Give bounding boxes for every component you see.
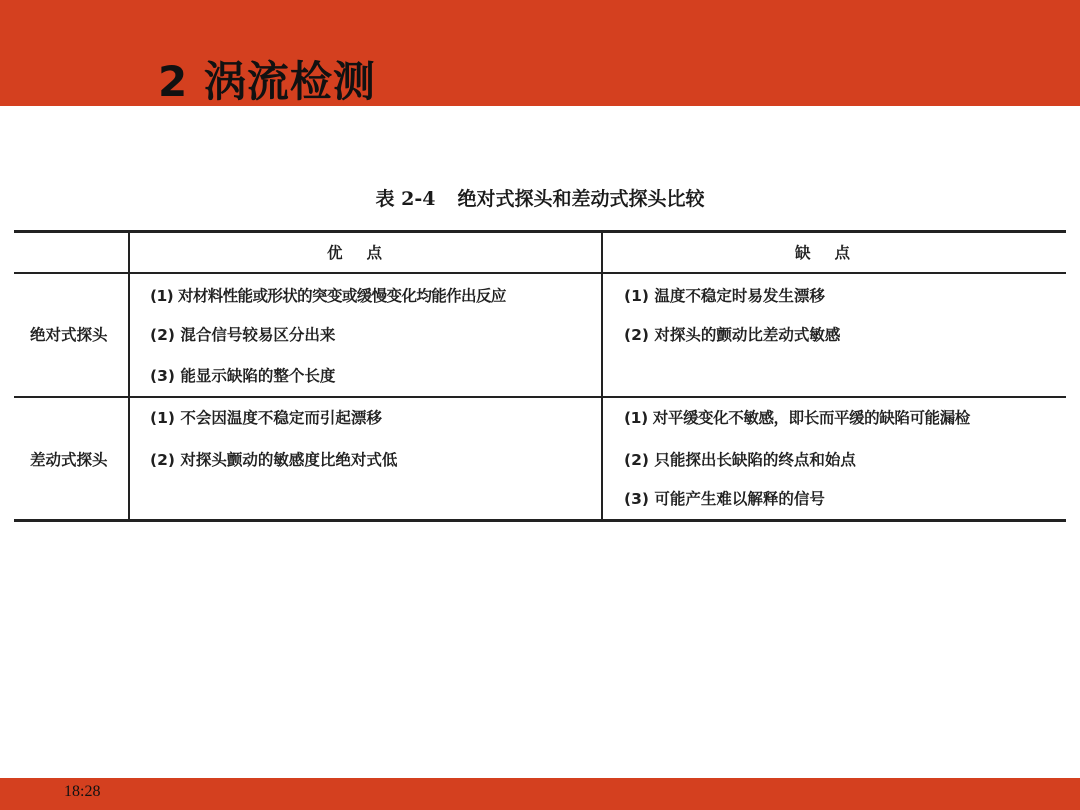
- table-col-divider-1: [128, 230, 130, 522]
- table-cell-text: (3) 能显示缺陷的整个长度: [150, 367, 336, 385]
- slide-timestamp: 18:28: [64, 783, 101, 800]
- table-cell-text: (3) 可能产生难以解释的信号: [624, 490, 825, 508]
- table-cell-text: (2) 只能探出长缺陷的终点和始点: [624, 451, 856, 469]
- header-advantages: 优点: [327, 244, 407, 262]
- header-disadvantages: 缺点: [795, 244, 875, 262]
- row-label-absolute-probe: 绝对式探头: [30, 326, 108, 344]
- table-cell-text: (1) 不会因温度不稳定而引起漂移: [150, 409, 382, 427]
- table-cell-text: (1) 温度不稳定时易发生漂移: [624, 287, 825, 305]
- slide-title: 2 涡流检测: [158, 57, 376, 106]
- table-row-divider: [14, 396, 1066, 398]
- row-label-differential-probe: 差动式探头: [30, 451, 108, 469]
- footer-band: [0, 778, 1080, 810]
- table-cell-text: (1) 对平缓变化不敏感，即长而平缓的缺陷可能漏检: [624, 409, 970, 427]
- table-cell-text: (2) 对探头的颤动比差动式敏感: [624, 326, 841, 344]
- table-cell-text: (1) 对材料性能或形状的突变或缓慢变化均能作出反应: [150, 287, 506, 305]
- table-header-rule: [14, 272, 1066, 274]
- table-caption: [0, 184, 1080, 211]
- table-cell-text: (2) 混合信号较易区分出来: [150, 326, 336, 344]
- table-caption-number: 表 2-4: [375, 188, 436, 210]
- table-cell-text: (2) 对探头颤动的敏感度比绝对式低: [150, 451, 398, 469]
- table-caption-title: 绝对式探头和差动式探头比较: [457, 188, 705, 210]
- table-top-rule: [14, 230, 1066, 233]
- table-bottom-rule: [14, 519, 1066, 522]
- table-col-divider-2: [601, 230, 603, 522]
